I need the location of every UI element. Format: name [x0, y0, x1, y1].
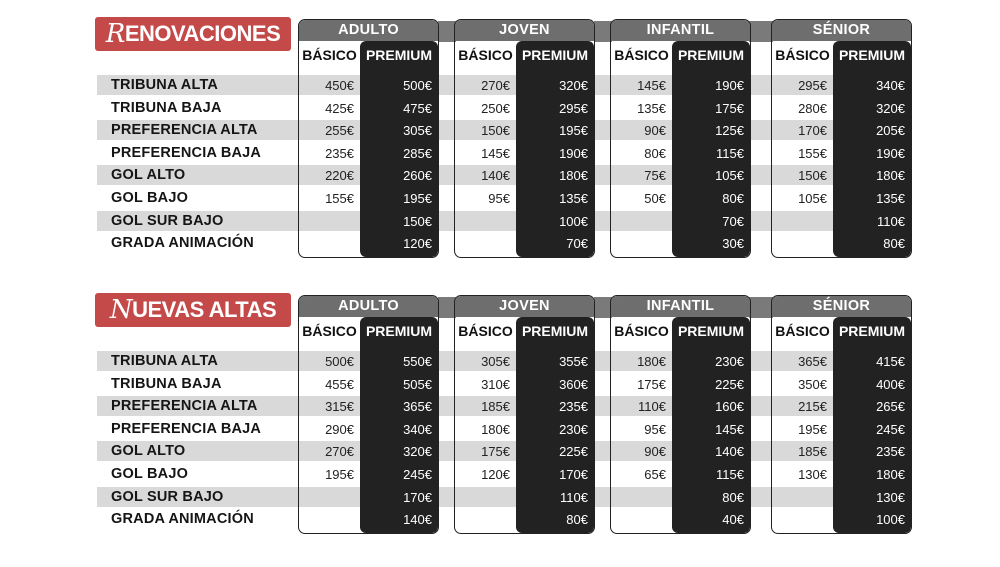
premium-price: 115€: [716, 145, 744, 161]
basic-price: 120€: [481, 467, 510, 482]
row-label: TRIBUNA ALTA: [111, 353, 219, 369]
basic-price: 155€: [798, 145, 827, 161]
premium-price: 235€: [876, 444, 905, 460]
premium-price: 100€: [876, 512, 905, 528]
premium-subheader: PREMIUM: [365, 47, 433, 63]
basic-price: 80€: [644, 145, 666, 161]
premium-price: 125€: [715, 123, 744, 139]
basic-subheader: BÁSICO: [458, 323, 513, 339]
premium-price: 140€: [403, 512, 432, 528]
basic-price: 290€: [325, 421, 354, 437]
group-header: SÉNIOR: [772, 296, 911, 317]
premium-price: 355€: [559, 354, 588, 369]
premium-price: 170€: [403, 489, 432, 505]
basic-price: 310€: [481, 376, 510, 392]
basic-price: 255€: [325, 123, 354, 139]
basic-price: 450€: [325, 78, 354, 93]
row-label: GRADA ANIMACIÓN: [111, 511, 254, 528]
premium-subheader: PREMIUM: [365, 323, 433, 339]
group-header: ADULTO: [299, 20, 438, 41]
row-label: PREFERENCIA BAJA: [111, 144, 262, 161]
basic-price: 185€: [798, 444, 827, 460]
basic-price: 95€: [488, 191, 510, 206]
row-label: TRIBUNA BAJA: [111, 99, 222, 116]
premium-subheader: PREMIUM: [677, 323, 745, 339]
basic-price: 180€: [481, 421, 510, 437]
row-label: PREFERENCIA BAJA: [111, 420, 262, 437]
basic-price: 270€: [325, 444, 354, 460]
premium-price: 205€: [876, 123, 905, 139]
premium-price: 195€: [559, 123, 588, 139]
basic-price: 90€: [644, 444, 666, 460]
basic-price: 295€: [798, 78, 827, 93]
row-label: GRADA ANIMACIÓN: [111, 235, 254, 252]
section-title: [95, 17, 291, 51]
price-group: [771, 19, 912, 258]
premium-price: 500€: [403, 78, 432, 93]
premium-price: 245€: [876, 421, 905, 437]
price-group: [454, 19, 595, 258]
row-label: GOL BAJO: [111, 466, 189, 482]
basic-subheader: BÁSICO: [302, 323, 357, 339]
premium-price: 230€: [715, 354, 744, 369]
basic-price: 170€: [798, 123, 827, 139]
row-label: PREFERENCIA ALTA: [111, 398, 258, 415]
section-title-initial: N: [109, 295, 133, 325]
basic-price: 150€: [481, 123, 510, 139]
basic-price: 175€: [637, 376, 666, 392]
basic-price: 500€: [325, 354, 354, 369]
basic-price: 110€: [638, 399, 666, 415]
section-title-rest: ENOVACIONES: [124, 21, 281, 46]
row-label: GOL ALTO: [111, 167, 186, 184]
basic-subheader: BÁSICO: [614, 323, 669, 339]
group-header: JOVEN: [455, 20, 594, 41]
basic-price: 195€: [798, 421, 827, 437]
premium-price: 160€: [715, 399, 744, 415]
basic-price: 315€: [325, 399, 354, 415]
basic-price: 305€: [481, 354, 510, 369]
section-title-rest: UEVAS ALTAS: [132, 297, 277, 322]
premium-price: 505€: [403, 376, 432, 392]
premium-price: 175€: [715, 100, 744, 116]
premium-price: 180€: [876, 467, 905, 482]
premium-subheader: PREMIUM: [838, 323, 906, 339]
basic-price: 135€: [637, 100, 666, 116]
row-label: TRIBUNA BAJA: [111, 375, 222, 392]
basic-price: 150€: [798, 168, 827, 184]
premium-price: 340€: [876, 78, 905, 93]
premium-price: 120€: [403, 236, 432, 252]
premium-price: 230€: [559, 421, 588, 437]
premium-subheader: PREMIUM: [838, 47, 906, 63]
basic-price: 155€: [325, 191, 354, 206]
premium-price: 295€: [559, 100, 588, 116]
basic-price: 185€: [481, 399, 510, 415]
premium-subheader: PREMIUM: [521, 47, 589, 63]
premium-price: 190€: [715, 78, 744, 93]
premium-price: 145€: [715, 421, 744, 437]
basic-price: 65€: [644, 467, 666, 482]
price-group: [298, 19, 439, 258]
premium-price: 320€: [403, 444, 432, 460]
basic-price: 220€: [325, 168, 354, 184]
basic-price: 215€: [798, 399, 827, 415]
price-group: [610, 19, 751, 258]
premium-price: 135€: [559, 191, 588, 206]
basic-price: 90€: [644, 123, 666, 139]
basic-price: 455€: [325, 376, 354, 392]
basic-price: 250€: [481, 100, 510, 116]
basic-price: 350€: [798, 376, 827, 392]
row-label: TRIBUNA ALTA: [111, 77, 219, 93]
basic-price: 140€: [481, 168, 510, 184]
basic-price: 280€: [798, 100, 827, 116]
premium-price: 150€: [403, 213, 432, 229]
premium-price: 105€: [715, 168, 744, 184]
row-label: GOL SUR BAJO: [111, 488, 224, 505]
basic-price: 95€: [644, 421, 666, 437]
basic-price: 75€: [644, 168, 666, 184]
price-group: [298, 295, 439, 534]
premium-price: 70€: [566, 236, 588, 252]
row-label: GOL SUR BAJO: [111, 212, 224, 229]
premium-price: 365€: [403, 399, 432, 415]
premium-subheader: PREMIUM: [677, 47, 745, 63]
premium-price: 195€: [403, 191, 432, 206]
price-group: [771, 295, 912, 534]
premium-price: 110€: [560, 489, 588, 505]
row-label: PREFERENCIA ALTA: [111, 122, 258, 139]
basic-subheader: BÁSICO: [775, 47, 830, 63]
basic-price: 145€: [481, 145, 510, 161]
premium-price: 475€: [403, 100, 432, 116]
basic-subheader: BÁSICO: [458, 47, 513, 63]
premium-price: 100€: [559, 213, 588, 229]
group-header: INFANTIL: [611, 20, 750, 41]
premium-price: 225€: [559, 444, 588, 460]
basic-price: 180€: [637, 354, 666, 369]
group-header: INFANTIL: [611, 296, 750, 317]
premium-price: 130€: [876, 489, 905, 505]
premium-price: 285€: [403, 145, 432, 161]
premium-price: 305€: [403, 123, 432, 139]
premium-price: 260€: [403, 168, 432, 184]
premium-price: 80€: [722, 191, 744, 206]
premium-price: 80€: [722, 489, 744, 505]
basic-price: 130€: [798, 467, 827, 482]
premium-price: 140€: [715, 444, 744, 460]
premium-price: 360€: [559, 376, 588, 392]
premium-price: 180€: [559, 168, 588, 184]
basic-price: 105€: [798, 191, 827, 206]
basic-price: 425€: [325, 100, 354, 116]
group-header: ADULTO: [299, 296, 438, 317]
premium-price: 265€: [876, 399, 905, 415]
section-title-initial: R: [105, 19, 125, 49]
premium-price: 320€: [559, 78, 588, 93]
premium-price: 235€: [559, 399, 588, 415]
premium-price: 80€: [883, 236, 905, 252]
basic-subheader: BÁSICO: [302, 47, 357, 63]
group-header: JOVEN: [455, 296, 594, 317]
basic-price: 365€: [798, 354, 827, 369]
group-header: SÉNIOR: [772, 20, 911, 41]
premium-price: 40€: [722, 512, 744, 528]
section-title: [95, 293, 291, 327]
row-label: GOL BAJO: [111, 190, 189, 206]
premium-price: 225€: [715, 376, 744, 392]
header-connector: [749, 21, 773, 42]
premium-price: 400€: [876, 376, 905, 392]
premium-price: 30€: [722, 236, 744, 252]
premium-price: 115€: [716, 467, 744, 482]
premium-price: 340€: [403, 421, 432, 437]
header-connector: [749, 297, 773, 318]
premium-price: 170€: [559, 467, 588, 482]
premium-price: 80€: [566, 512, 588, 528]
premium-subheader: PREMIUM: [521, 323, 589, 339]
premium-price: 70€: [722, 213, 744, 229]
basic-price: 270€: [481, 78, 510, 93]
premium-price: 110€: [877, 213, 905, 229]
premium-price: 190€: [876, 145, 905, 161]
row-label: GOL ALTO: [111, 443, 186, 460]
basic-price: 195€: [325, 467, 354, 482]
premium-price: 190€: [559, 145, 588, 161]
basic-price: 235€: [325, 145, 354, 161]
premium-price: 135€: [876, 191, 905, 206]
premium-price: 320€: [876, 100, 905, 116]
basic-price: 145€: [637, 78, 666, 93]
basic-subheader: BÁSICO: [614, 47, 669, 63]
premium-price: 415€: [876, 354, 905, 369]
premium-price: 550€: [403, 354, 432, 369]
price-group: [610, 295, 751, 534]
basic-price: 175€: [481, 444, 510, 460]
basic-subheader: BÁSICO: [775, 323, 830, 339]
premium-price: 180€: [876, 168, 905, 184]
price-group: [454, 295, 595, 534]
basic-price: 50€: [644, 191, 666, 206]
premium-price: 245€: [403, 467, 432, 482]
